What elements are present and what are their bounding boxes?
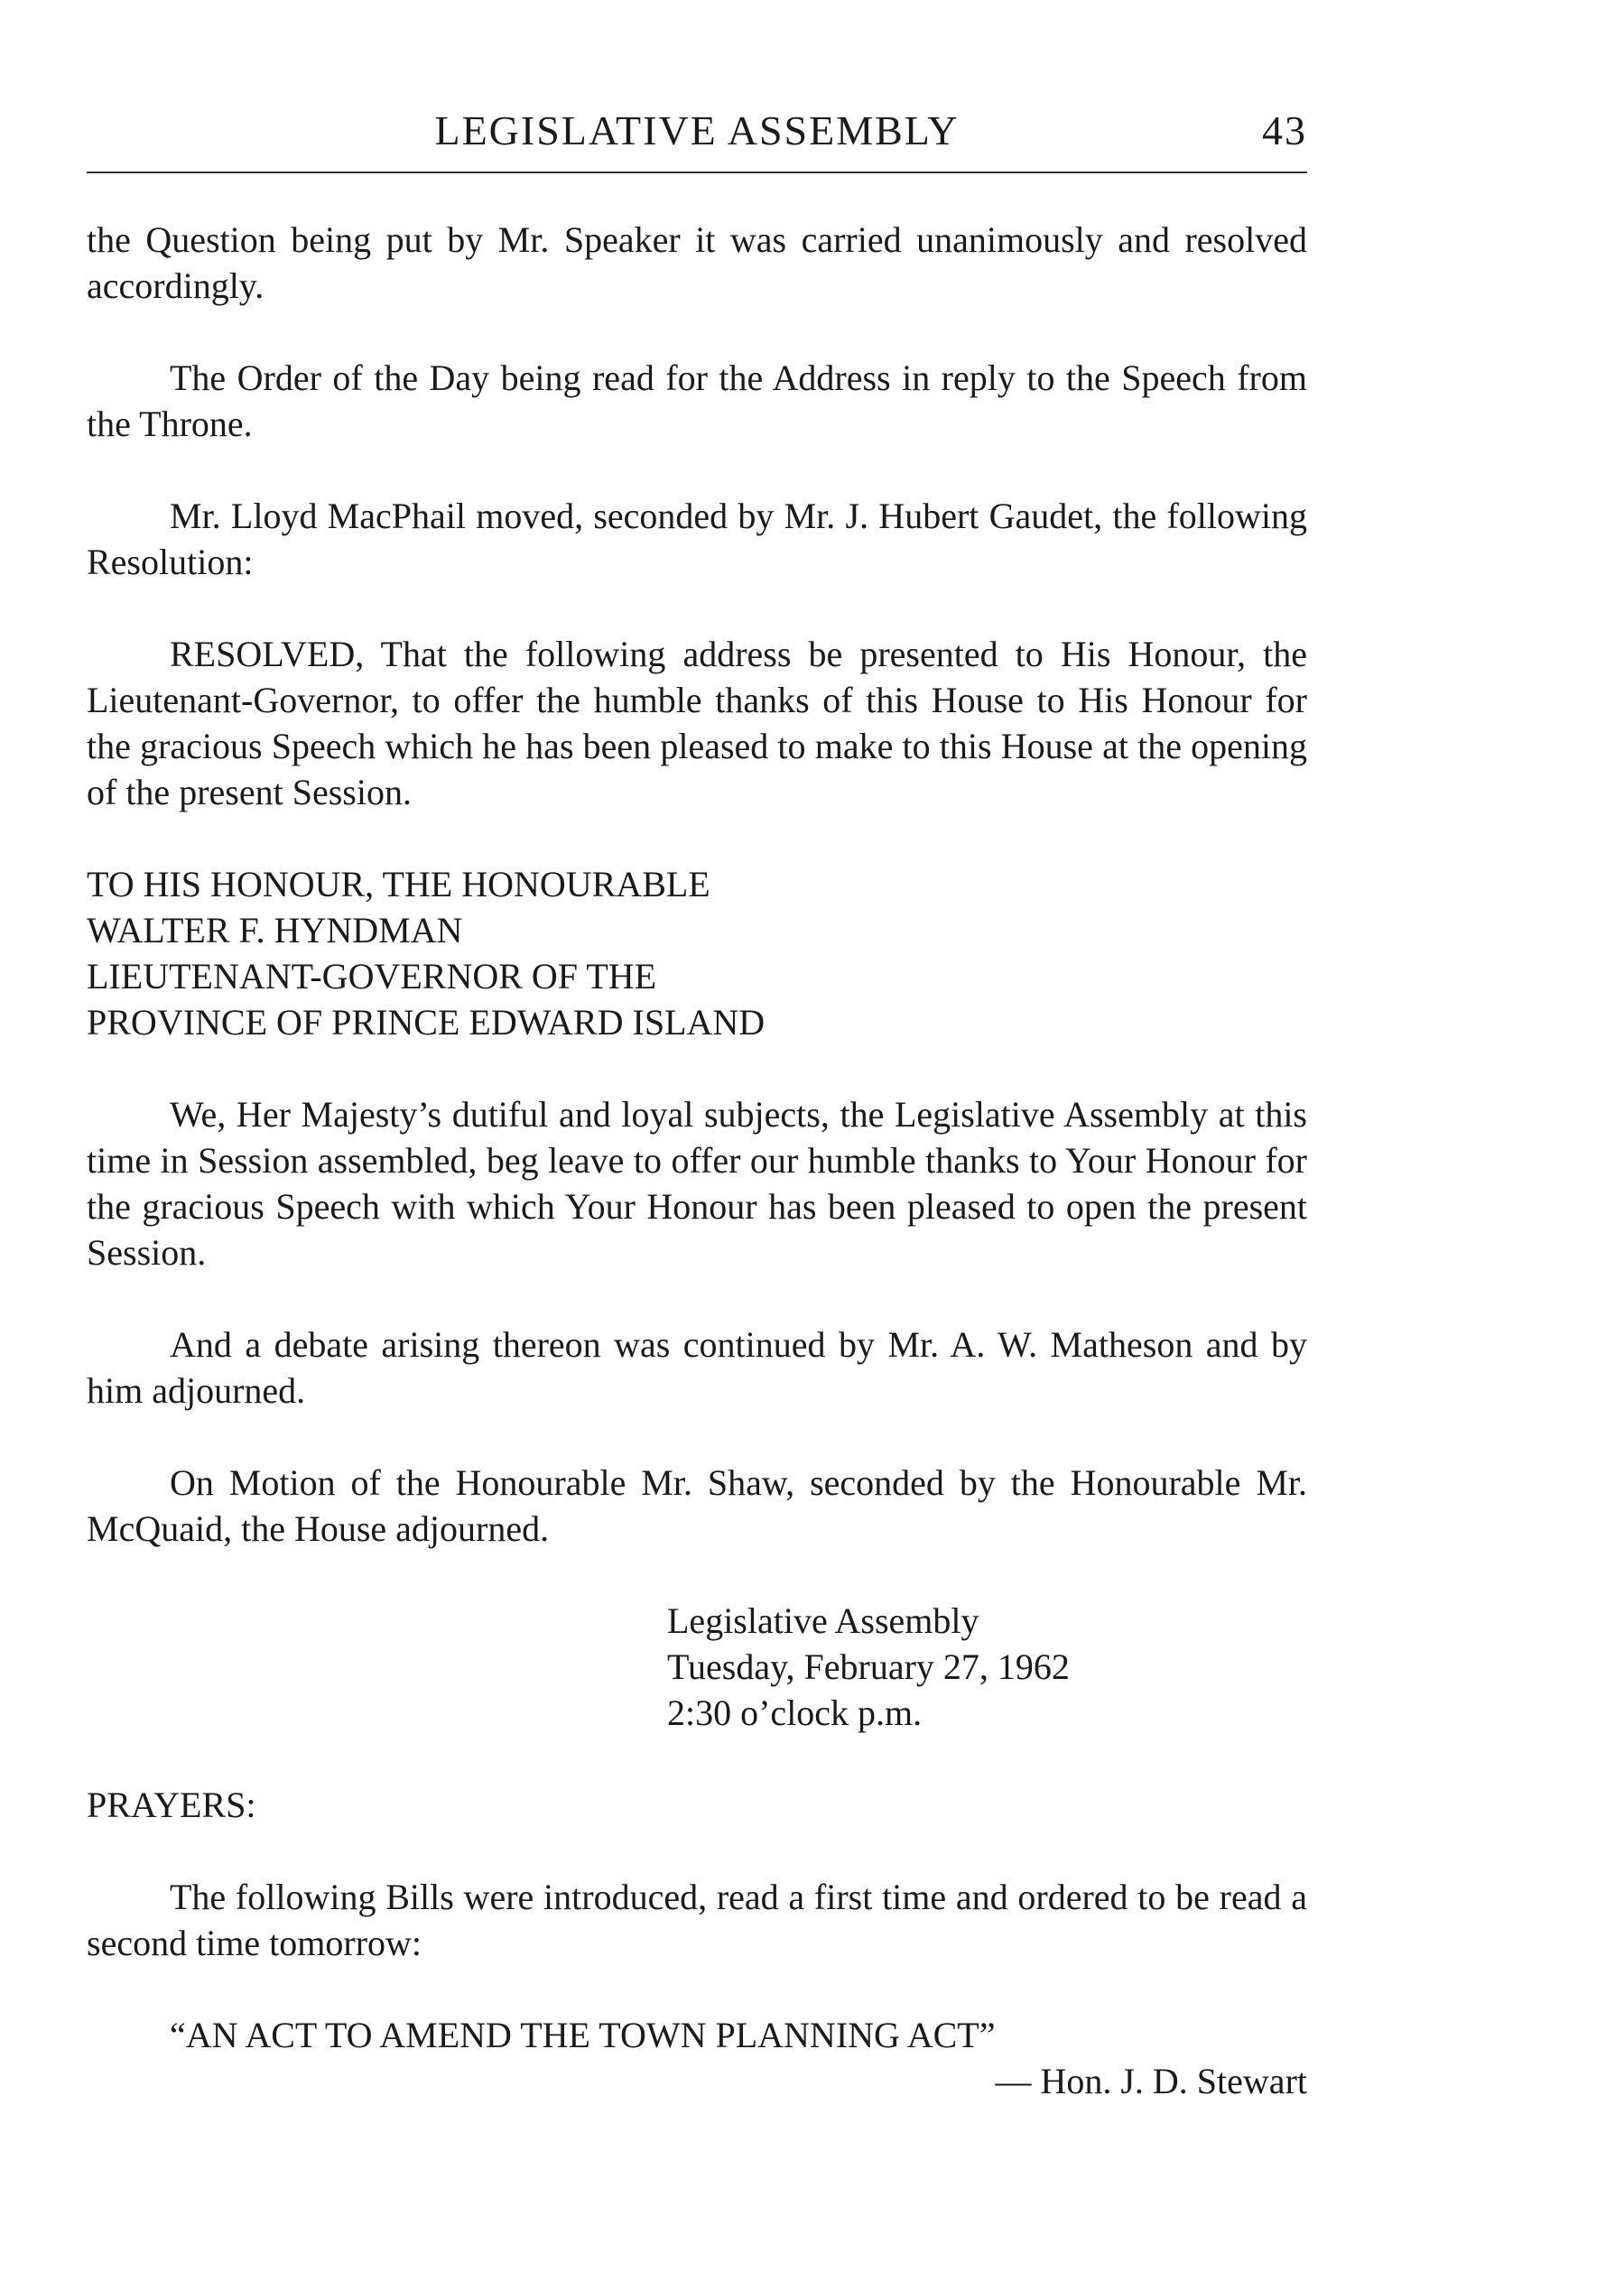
running-header bbox=[87, 107, 1307, 161]
address-line: LIEUTENANT-GOVERNOR OF THE bbox=[87, 956, 657, 997]
paragraph-address-text: We, Her Majesty’s dutiful and loyal subjects, the Legislative Assembly at this time in Session assembled, beg leave to offer our humble thanks to Your Honour for the gracious Speech with which Your Honour has been pleased to open the present Session. bbox=[87, 1094, 1307, 1273]
sitting-dateline bbox=[667, 1598, 1307, 1736]
sitting-date: Tuesday, February 27, 1962 bbox=[667, 1646, 1070, 1687]
paragraph-bills-introduced: The following Bills were introduced, read a first time and ordered to be read a second time tomorrow: bbox=[87, 1877, 1307, 1963]
paragraph-resolved: RESOLVED, That the following address be presented to His Honour, the Lieutenant-Governor, to offer the humble thanks of this House to His Honour for the gracious Speech which he has been pleased to make to this House at the opening of the present Session. bbox=[87, 634, 1307, 812]
page-body bbox=[87, 217, 1307, 2104]
bill-title: “AN ACT TO AMEND THE TOWN PLANNING ACT” bbox=[170, 2015, 996, 2055]
sitting-body: Legislative Assembly bbox=[667, 1600, 979, 1641]
address-heading bbox=[87, 861, 1307, 1045]
paragraph-question-carried: the Question being put by Mr. Speaker it was carried unanimously and resolved accordingly. bbox=[87, 219, 1307, 306]
paragraph-order-of-day: The Order of the Day being read for the Address in reply to the Speech from the Throne. bbox=[87, 357, 1307, 444]
address-line: PROVINCE OF PRINCE EDWARD ISLAND bbox=[87, 1002, 766, 1043]
paragraph-debate: And a debate arising thereon was continued by Mr. A. W. Matheson and by him adjourned. bbox=[87, 1324, 1307, 1411]
address-line: WALTER F. HYNDMAN bbox=[87, 910, 463, 950]
address-line: TO HIS HONOUR, THE HONOURABLE bbox=[87, 864, 710, 904]
header-rule bbox=[87, 172, 1307, 173]
prayers-heading: PRAYERS: bbox=[87, 1785, 256, 1825]
page-number: 43 bbox=[1262, 107, 1307, 153]
paragraph-motion: Mr. Lloyd MacPhail moved, seconded by Mr. J. Hubert Gaudet, the following Resolution: bbox=[87, 496, 1307, 582]
running-title: LEGISLATIVE ASSEMBLY bbox=[434, 107, 960, 153]
paragraph-adjournment: On Motion of the Honourable Mr. Shaw, seconded by the Honourable Mr. McQuaid, the House adjourned. bbox=[87, 1462, 1307, 1549]
sitting-time: 2:30 o’clock p.m. bbox=[667, 1692, 923, 1733]
bill-sponsor: — Hon. J. D. Stewart bbox=[995, 2061, 1307, 2101]
